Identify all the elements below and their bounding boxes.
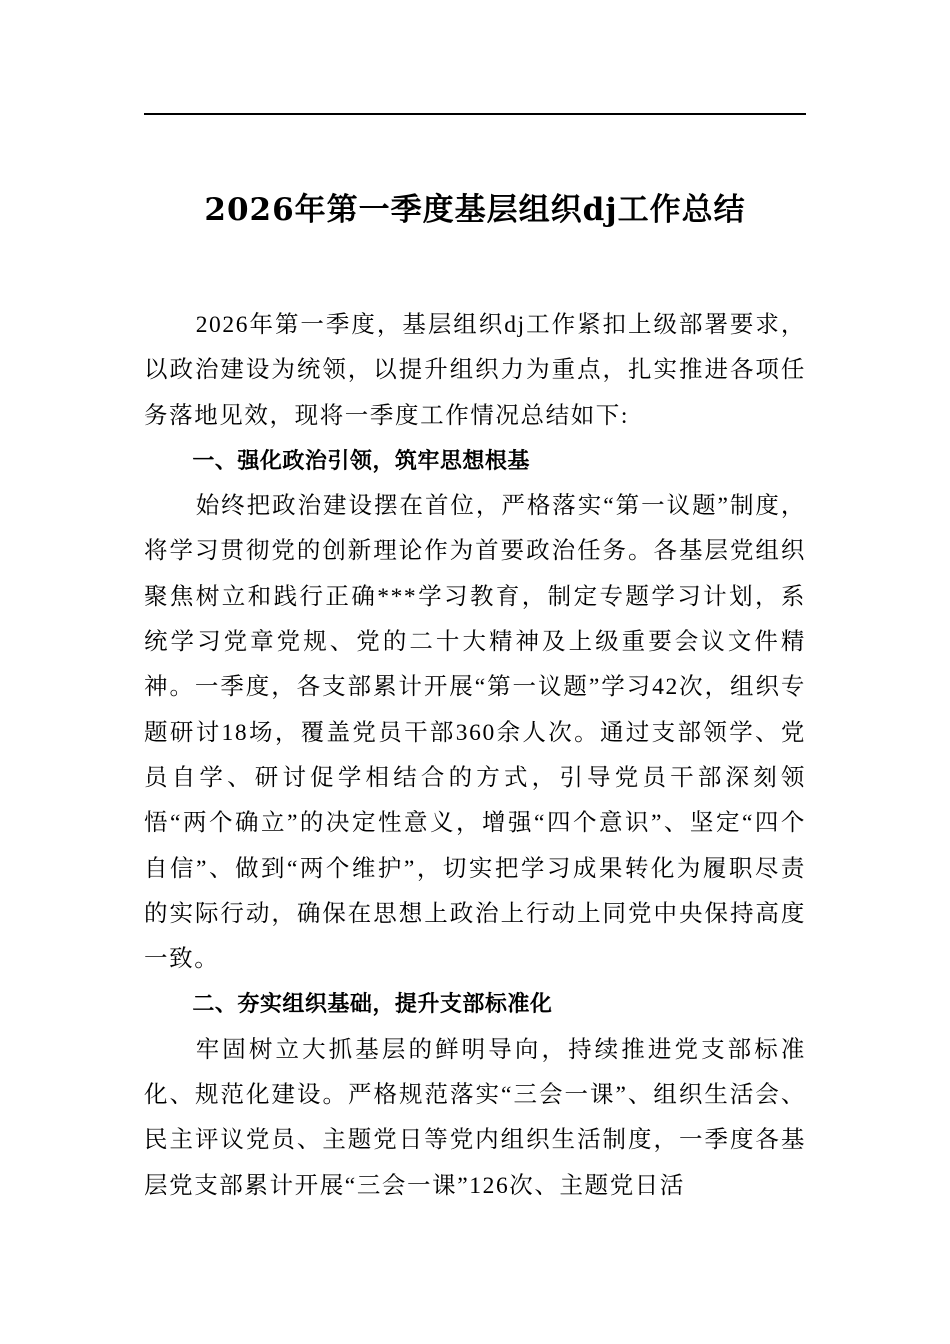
section-heading-1: 一、强化政治引领，筑牢思想根基 [192, 448, 530, 474]
section-heading-2: 二、夯实组织基础，提升支部标准化 [192, 992, 553, 1018]
intro-paragraph: 2026年第一季度，基层组织dj工作紧扣上级部署要求，以政治建设为统领，以提升组织力为重点，扎实推进各项任务落地见效，现将一季度工作情况总结如下: [144, 312, 806, 429]
section-body-2: 牢固树立大抓基层的鲜明导向，持续推进党支部标准化、规范化建设。严格规范落实“三会一课”、组织生活会、民主评议党员、主题党日等党内组织生活制度，一季度各基层党支部累计开展“三会一课”126次、主题党日活 [144, 1036, 806, 1199]
document-body [144, 303, 806, 1209]
header-rule [144, 113, 806, 115]
document-title: 2026年第一季度基层组织dj工作总结 [204, 192, 746, 228]
section-body-1: 始终把政治建设摆在首位，严格落实“第一议题”制度，将学习贯彻党的创新理论作为首要政治任务。各基层党组织聚焦树立和践行正确***学习教育，制定专题学习计划，系统学习党章党规、党的二十大精神及上级重要会议文件精神。一季度，各支部累计开展“第一议题”学习42次，组织专题研讨18场，覆盖党员干部360余人次。通过支部领学、党员自学、研讨促学相结合的方式，引导党员干部深刻领悟“两个确立”的决定性意义，增强“四个意识”、坚定“四个自信”、做到“两个维护”，切实把学习成果转化为履职尽责的实际行动，确保在思想上政治上行动上同党中央保持高度一致。 [144, 493, 806, 973]
